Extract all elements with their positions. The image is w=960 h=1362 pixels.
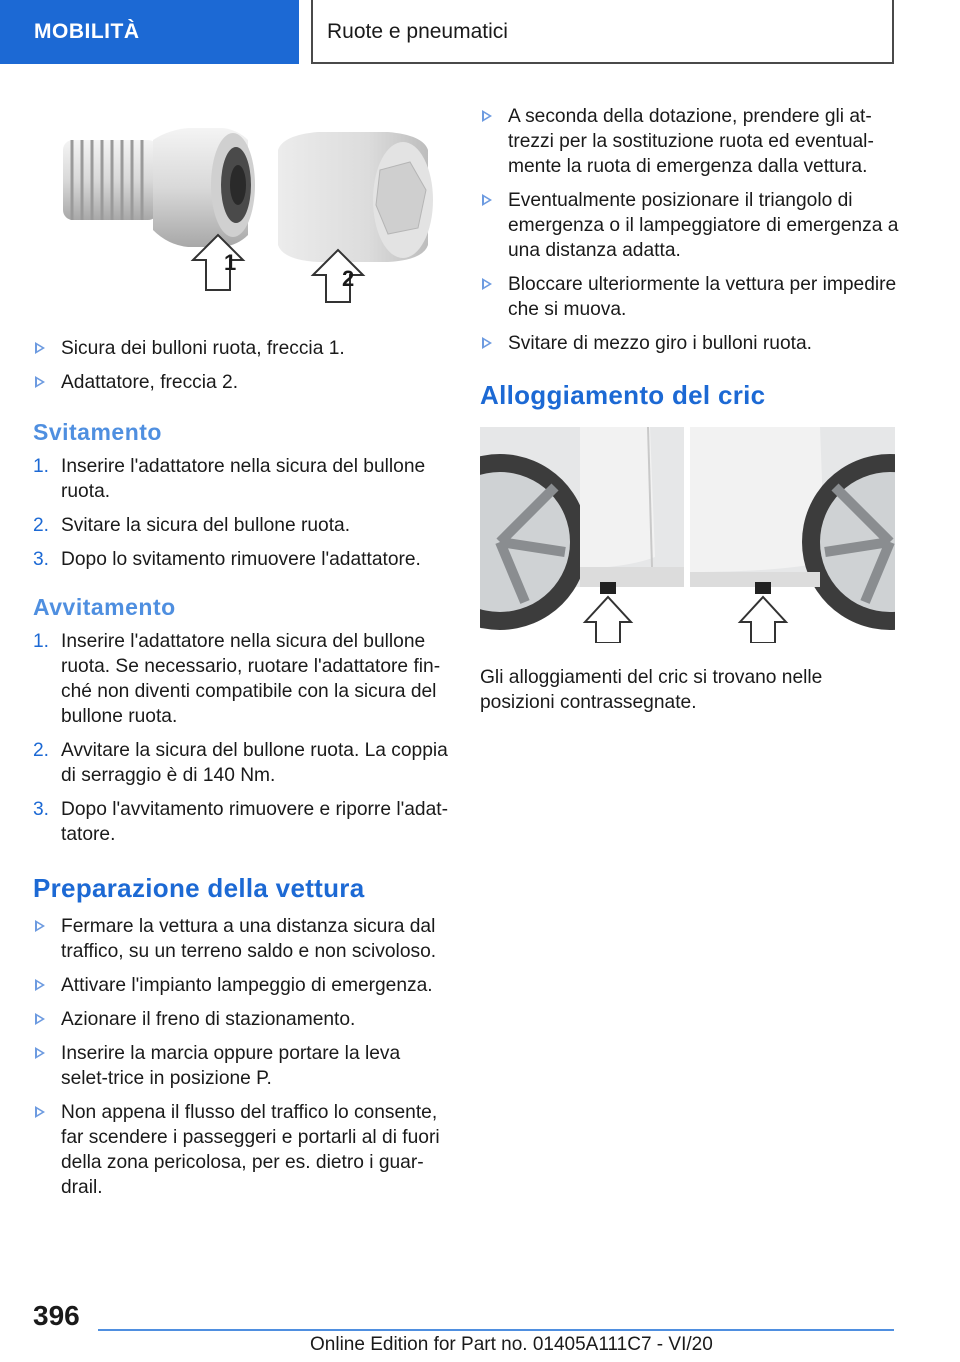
alloggiamento-heading: Alloggiamento del cric — [480, 380, 766, 410]
triangle-bullet-icon — [482, 337, 492, 349]
svitamento-steps — [33, 454, 448, 572]
list-item: Fermare la vettura a una distanza sicura dal traffico, su un terreno saldo e non scivoloso. — [33, 914, 448, 964]
list-item: Adattatore, freccia 2. — [33, 370, 448, 395]
triangle-bullet-icon — [35, 979, 45, 991]
list-item: Eventualmente posizionare il triangolo di emergenza o il lampeggiatore di emergenza a una distanza adatta. — [480, 188, 900, 263]
avvitamento-steps — [33, 629, 448, 847]
alloggiamento-text: Gli alloggiamenti del cric si trovano nelle posizioni contrassegnate. — [480, 667, 823, 713]
triangle-bullet-icon — [35, 342, 45, 354]
header-section-tab — [0, 0, 299, 64]
triangle-bullet-icon — [482, 110, 492, 122]
list-item: Sicura dei bulloni ruota, freccia 1. — [33, 336, 448, 361]
triangle-bullet-icon — [482, 194, 492, 206]
figure-caption-list — [33, 336, 448, 395]
jack-points-illustration — [480, 427, 895, 643]
triangle-bullet-icon — [35, 1106, 45, 1118]
list-item: Azionare il freno di stazionamento. — [33, 1007, 448, 1032]
footer-edition: Online Edition for Part no. 01405A111C7 - VI/20 — [310, 1334, 713, 1355]
triangle-bullet-icon — [35, 376, 45, 388]
avvitamento-heading: Avvitamento — [33, 594, 176, 620]
wheel-lock-illustration — [58, 110, 458, 310]
arrow-label-1: 1 — [224, 250, 237, 275]
footer-divider — [98, 1329, 894, 1331]
list-item: Attivare l'impianto lampeggio di emergenza. — [33, 973, 448, 998]
list-item: 1. Inserire l'adattatore nella sicura del bullone ruota. — [33, 456, 426, 502]
list-item: 3. Dopo lo svitamento rimuovere l'adattatore. — [33, 549, 421, 570]
svitamento-heading: Svitamento — [33, 419, 162, 445]
header-section-label: MOBILITÀ — [34, 20, 140, 43]
list-item: Svitare di mezzo giro i bulloni ruota. — [480, 331, 900, 356]
list-item: 1. Inserire l'adattatore nella sicura del bullone ruota. Se necessario, ruotare l'adattatore fin-ché non diventi compatibile con la sicura del bullone ruota. — [33, 631, 441, 727]
preparazione-heading: Preparazione della vettura — [33, 873, 365, 903]
triangle-bullet-icon — [35, 920, 45, 932]
list-item: 2. Svitare la sicura del bullone ruota. — [33, 515, 351, 536]
list-item: 3. Dopo l'avvitamento rimuovere e riporre l'adat-tatore. — [33, 799, 448, 845]
list-item: Inserire la marcia oppure portare la leva selet-trice in posizione P. — [33, 1041, 448, 1091]
list-item: Non appena il flusso del traffico lo consente, far scendere i passeggeri e portarli al di fuori della zona pericolosa, per es. dietro i guar-drail. — [33, 1100, 448, 1200]
arrow-label-2: 2 — [342, 266, 355, 291]
right-column — [480, 104, 900, 715]
triangle-bullet-icon — [35, 1047, 45, 1059]
list-item: 2. Avvitare la sicura del bullone ruota. La coppia di serraggio è di 140 Nm. — [33, 740, 448, 786]
header-topic-box — [311, 0, 894, 64]
left-column — [33, 110, 448, 1209]
list-item: A seconda della dotazione, prendere gli at-trezzi per la sostituzione ruota ed eventual-mente la ruota di emergenza dalla vettura. — [480, 104, 900, 179]
triangle-bullet-icon — [35, 1013, 45, 1025]
triangle-bullet-icon — [482, 278, 492, 290]
header-topic-label: Ruote e pneumatici — [327, 20, 508, 43]
list-item: Bloccare ulteriormente la vettura per impedire che si muova. — [480, 272, 900, 322]
preparazione-list — [33, 914, 448, 1200]
preparazione-continued-list — [480, 104, 900, 356]
page-number: 396 — [33, 1300, 80, 1331]
